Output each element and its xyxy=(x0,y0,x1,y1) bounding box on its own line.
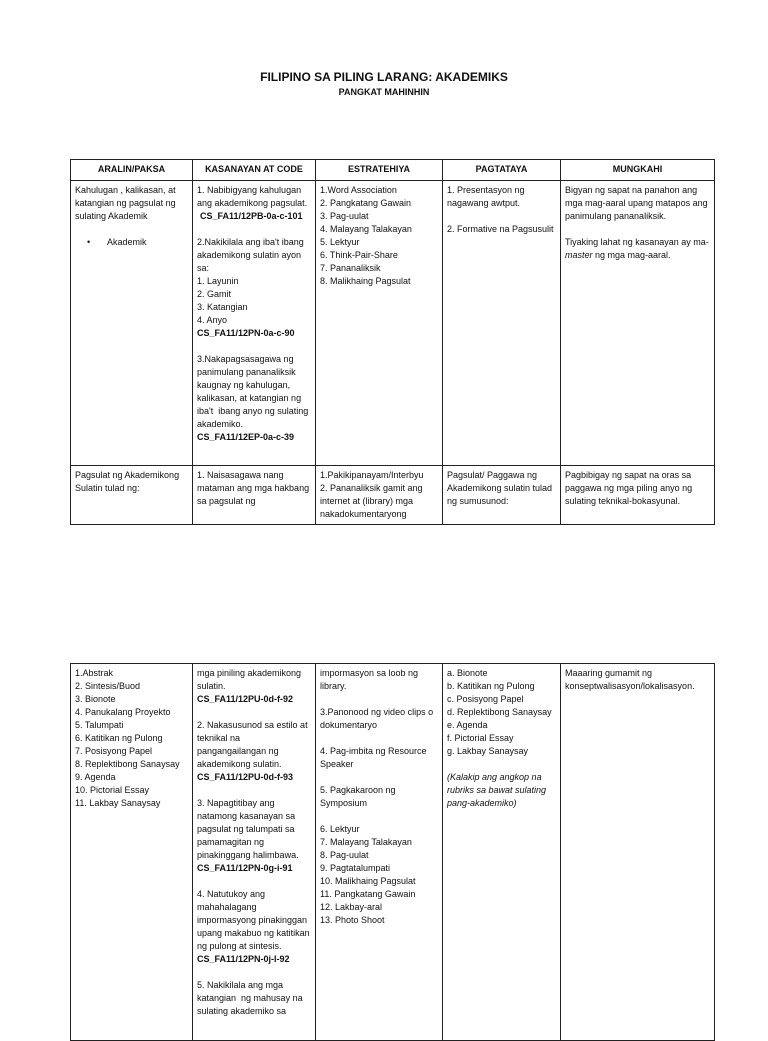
list-item: 12. Lakbay-aral xyxy=(320,902,383,912)
list-item: 9. Pagtatalumpati xyxy=(320,863,391,873)
kasanayan-text: 1. Naisasagawa nang mataman ang mga hakbang sa pagsulat ng xyxy=(197,470,312,506)
competency-code: CS_FA11/12PU-0d-f-93 xyxy=(197,772,294,782)
estratehiya-text: 3.Panonood ng video clips o dokumentaryo xyxy=(320,707,436,730)
cell-kasanayan xyxy=(193,664,316,1041)
competency-code: CS_FA11/12PN-0a-c-90 xyxy=(197,328,295,338)
list-item: e. Agenda xyxy=(447,720,488,730)
curriculum-table-continued xyxy=(70,663,715,1041)
aralin-bullet: • Akademik xyxy=(75,236,188,249)
competency-code: CS_FA11/12PN-0j-l-92 xyxy=(197,954,290,964)
table-row xyxy=(71,181,715,466)
kasanayan-text: 1. Nabibigyang kahulugan ang akademikong pagsulat. xyxy=(197,185,308,208)
list-item: 4. Panukalang Proyekto xyxy=(75,707,171,717)
list-item: b. Katitikan ng Pulong xyxy=(447,681,535,691)
competency-code: CS_FA11/12EP-0a-c-39 xyxy=(197,432,295,442)
cell-aralin xyxy=(71,664,193,1041)
list-item: 6. Katitikan ng Pulong xyxy=(75,733,163,743)
cell-pagtataya xyxy=(443,181,561,466)
list-item: 2. Gamit xyxy=(197,289,232,299)
aralin-text: Pagsulat ng Akademikong Sulatin tulad ng: xyxy=(75,470,182,493)
aralin-text: Kahulugan , kalikasan, at katangian ng pagsulat ng sulating Akademik xyxy=(75,185,179,221)
cell-mungkahi xyxy=(561,466,715,525)
pagtataya-text: 2. Formative na Pagsusulit xyxy=(447,224,554,234)
list-item: 4. Malayang Talakayan xyxy=(320,224,412,234)
kasanayan-text: 2. Nakasusunod sa estilo at teknikal na pangangailangan ng akademikong sulatin. xyxy=(197,720,311,769)
list-item: 1.Word Association xyxy=(320,185,397,195)
list-item: 8. Pag-uulat xyxy=(320,850,369,860)
table-header-row xyxy=(71,160,715,181)
curriculum-table xyxy=(70,159,715,525)
list-item: 5. Lektyur xyxy=(320,237,360,247)
list-item: 4. Anyo xyxy=(197,315,228,325)
document-subtitle: PANGKAT MAHINHIN xyxy=(338,87,430,97)
list-item: 2. Sintesis/Buod xyxy=(75,681,141,691)
list-item: 5. Talumpati xyxy=(75,720,124,730)
kasanayan-text: 3. Napagtitibay ang natamong kasanayan sa pagsulat ng talumpati sa pamamagitan ng pinakinggang halimbawa. xyxy=(197,798,299,860)
cell-estratehiya xyxy=(316,466,443,525)
list-item: 10. Pictorial Essay xyxy=(75,785,150,795)
list-item: a. Bionote xyxy=(447,668,488,678)
document-title: FILIPINO SA PILING LARANG: AKADEMIKS xyxy=(260,70,508,84)
cell-kasanayan xyxy=(193,181,316,466)
list-item: 10. Malikhaing Pagsulat xyxy=(320,876,416,886)
kasanayan-text: 2.Nakikilala ang iba't ibang akademikong sulatin ayon sa: xyxy=(197,237,309,273)
list-item: 3. Katangian xyxy=(197,302,248,312)
list-item: 7. Pananaliksik xyxy=(320,263,381,273)
cell-mungkahi xyxy=(561,181,715,466)
header-aralin: ARALIN/PAKSA xyxy=(71,160,193,181)
header-mungkahi: MUNGKAHI xyxy=(561,160,715,181)
pagtataya-text: Pagsulat/ Paggawa ng Akademikong sulatin tulad ng sumusunod: xyxy=(447,470,555,506)
mungkahi-text: Pagbibigay ng sapat na oras sa paggawa ng mga piling anyo ng sulating teknikal-bokasyunal. xyxy=(565,470,695,506)
table-row xyxy=(71,466,715,525)
mungkahi-text: Tiyaking lahat ng kasanayan ay ma-master ng mga mag-aaral. xyxy=(565,237,709,260)
cell-pagtataya xyxy=(443,466,561,525)
cell-estratehiya xyxy=(316,664,443,1041)
list-item: 2. Pangkatang Gawain xyxy=(320,198,412,208)
competency-code: CS_FA11/12PU-0d-f-92 xyxy=(197,694,294,704)
estratehiya-text: 5. Pagkakaroon ng Symposium xyxy=(320,785,399,808)
list-item: g. Lakbay Sanaysay xyxy=(447,746,529,756)
list-item: 7. Posisyong Papel xyxy=(75,746,153,756)
estratehiya-text: 1.Pakikipanayam/Interbyu 2. Pananaliksik gamit ang internet at (library) mga nakadokumentaryong xyxy=(320,470,424,519)
cell-aralin xyxy=(71,466,193,525)
list-item: 3. Pag-uulat xyxy=(320,211,369,221)
list-item: 11. Lakbay Sanaysay xyxy=(75,798,161,808)
pagtataya-text: 1. Presentasyon ng nagawang awtput. xyxy=(447,185,528,208)
list-item: c. Posisyong Papel xyxy=(447,694,524,704)
list-item: 7. Malayang Talakayan xyxy=(320,837,412,847)
list-item: 6. Think-Pair-Share xyxy=(320,250,398,260)
header-estratehiya: ESTRATEHIYA xyxy=(316,160,443,181)
list-item: 11. Pangkatang Gawain xyxy=(320,889,416,899)
cell-pagtataya xyxy=(443,664,561,1041)
list-item: 9. Agenda xyxy=(75,772,116,782)
list-item: 13. Photo Shoot xyxy=(320,915,385,925)
competency-code: CS_FA11/12PB-0a-c-101 xyxy=(200,211,303,221)
header-kasanayan: KASANAYAN AT CODE xyxy=(193,160,316,181)
table-row xyxy=(71,664,715,1041)
estratehiya-text: impormasyon sa loob ng library. xyxy=(320,668,421,691)
list-item: 1.Abstrak xyxy=(75,668,114,678)
kasanayan-text: 4. Natutukoy ang mahahalagang impormasyong pinakinggan upang makabuo ng katitikan ng pulong at sintesis. xyxy=(197,889,313,951)
rubric-note: (Kalakip ang angkop na rubriks sa bawat sulating pang-akademiko) xyxy=(447,772,549,808)
kasanayan-text: 5. Nakikilala ang mga katangian ng mahusay na sulating akademiko sa xyxy=(197,980,306,1016)
list-item: 8. Replektibong Sanaysay xyxy=(75,759,180,769)
estratehiya-text: 4. Pag-imbita ng Resource Speaker xyxy=(320,746,430,769)
cell-estratehiya xyxy=(316,181,443,466)
mungkahi-text: Maaaring gumamit ng konseptwalisasyon/lokalisasyon. xyxy=(565,668,695,691)
kasanayan-text: 3.Nakapagsasagawa ng panimulang pananaliksik kaugnay ng kahulugan, kalikasan, at katangian ng iba't ibang anyo ng sulating akademiko. xyxy=(197,354,311,429)
cell-aralin xyxy=(71,181,193,466)
competency-code: CS_FA11/12PN-0g-i-91 xyxy=(197,863,293,873)
mungkahi-text: Bigyan ng sapat na panahon ang mga mag-aaral upang matapos ang panimulang pananaliksik. xyxy=(565,185,711,221)
cell-mungkahi xyxy=(561,664,715,1041)
list-item: d. Replektibong Sanaysay xyxy=(447,707,552,717)
list-item: 3. Bionote xyxy=(75,694,116,704)
cell-kasanayan xyxy=(193,466,316,525)
list-item: f. Pictorial Essay xyxy=(447,733,514,743)
list-item: 1. Layunin xyxy=(197,276,239,286)
kasanayan-text: mga piniling akademikong sulatin. xyxy=(197,668,304,691)
header-pagtataya: PAGTATAYA xyxy=(443,160,561,181)
list-item: 8. Malikhaing Pagsulat xyxy=(320,276,411,286)
list-item: 6. Lektyur xyxy=(320,824,360,834)
